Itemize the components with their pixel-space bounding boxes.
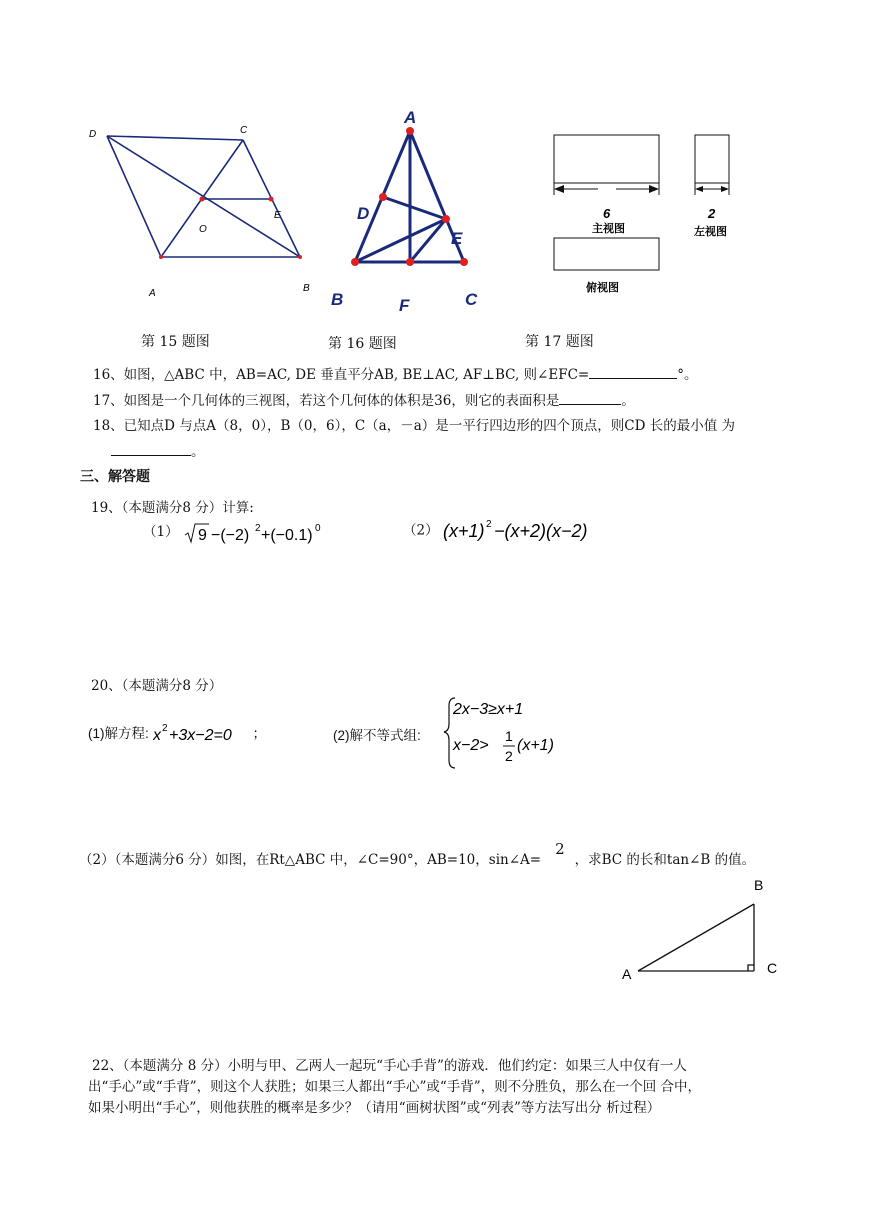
question-19-part2-label: （2） <box>403 522 439 539</box>
svg-text:2: 2 <box>485 519 492 530</box>
svg-text:2: 2 <box>254 522 261 534</box>
figure-17-caption: 第 17 题图 <box>525 334 594 350</box>
figure-16 <box>325 105 495 315</box>
point-label-d: D <box>89 129 97 140</box>
question-20-part2 <box>333 724 421 744</box>
triangle-label-b: B <box>754 877 764 893</box>
svg-text:+3x−2=0: +3x−2=0 <box>168 727 232 745</box>
question-17 <box>93 389 635 409</box>
question-18-text: 18、已知点D 与点A（8，0），B（0，6），C（a，－a）是一平行四边形的四个顶点，则CD 长的最小值 为 <box>93 418 735 434</box>
question-22-line-3: 如果小明出“手心”，则他获胜的概率是多少？（请用“画树状图”或“列表”等方法写出分 析过程） <box>88 1100 661 1116</box>
question-20-part1 <box>88 722 266 746</box>
question-16-text: 16、如图，△ABC 中，AB=AC, DE 垂直平分AB, BE⊥AC, AF⊥BC, 则∠EFC= <box>93 367 590 383</box>
side-view-width: 2 <box>708 206 716 221</box>
question-17-text: 17、如图是一个几何体的三视图，若这个几何体的体积是36，则它的表面积是 <box>93 393 560 409</box>
question-21 <box>79 840 756 868</box>
point-label-b: B <box>303 283 310 294</box>
question-19-part1-expression <box>183 521 343 545</box>
question-19-part2 <box>403 518 603 544</box>
svg-text:x: x <box>152 727 161 745</box>
question-19-header: 19、（本题满分8 分）计算: <box>91 500 254 516</box>
point-label-c: C <box>465 290 478 309</box>
question-18-line2 <box>111 440 205 460</box>
front-view-caption: 主视图 <box>592 223 625 235</box>
point-label-a: A <box>404 108 417 127</box>
point-label-e: E <box>274 210 281 221</box>
svg-text:(x+1): (x+1) <box>442 521 485 541</box>
question-16-suffix: °。 <box>677 367 698 383</box>
point-label-f: F <box>399 296 410 315</box>
question-18-suffix: 。 <box>191 444 205 460</box>
question-22-line-1: 22、（本题满分 8 分）小明与甲、乙两人一起玩“手心手背”的游戏．他们约定：如果三人中仅有一人 <box>92 1058 687 1074</box>
svg-text:−(−2): −(−2) <box>210 526 250 544</box>
top-view-caption: 俯视图 <box>586 282 619 294</box>
svg-text:9: 9 <box>197 526 207 544</box>
question-20-part1-suffix: ； <box>252 726 267 741</box>
svg-text:(x+1): (x+1) <box>517 737 554 754</box>
point-label-e: E <box>451 229 463 248</box>
svg-text:0: 0 <box>314 522 321 534</box>
question-18-answer-blank[interactable] <box>111 441 191 456</box>
svg-text:2: 2 <box>161 723 168 735</box>
figure-15 <box>80 115 320 305</box>
question-17-suffix: 。 <box>621 393 635 409</box>
question-20-inequality-system <box>443 694 583 770</box>
question-21-triangle <box>618 870 788 985</box>
front-view-width: 6 <box>603 206 611 221</box>
figure-15-caption: 第 15 题图 <box>141 334 210 350</box>
svg-text:1: 1 <box>505 728 513 744</box>
section-heading: 三、解答题 <box>80 469 150 485</box>
svg-text:2: 2 <box>505 748 513 764</box>
question-20-header: 20、（本题满分8 分） <box>91 678 223 694</box>
side-view-caption: 左视图 <box>694 226 727 238</box>
svg-text:+(−0.1): +(−0.1) <box>260 526 313 544</box>
figure-16-caption: 第 16 题图 <box>328 336 397 352</box>
figure-17 <box>548 128 748 298</box>
point-label-b: B <box>331 290 344 309</box>
point-label-c: C <box>240 125 248 136</box>
question-20-part1-label: (1)解方程: <box>88 726 149 741</box>
triangle-label-a: A <box>622 966 632 982</box>
point-label-d: D <box>357 204 370 223</box>
point-label-o: O <box>199 224 207 235</box>
question-22-line-2: 出“手心”或“手背”，则这个人获胜；如果三人都出“手心”或“手背”，则不分胜负，那么在一个回 合中， <box>88 1079 702 1095</box>
question-21-suffix: ，求BC 的长和tan∠B 的值。 <box>574 852 756 868</box>
question-19-part1 <box>143 520 343 545</box>
svg-text:2x−3≥x+1: 2x−3≥x+1 <box>453 701 524 718</box>
svg-text:x−2>: x−2> <box>453 737 489 754</box>
question-21-fraction-top: 2 <box>555 840 565 858</box>
svg-text:−(x+2)(x−2): −(x+2)(x−2) <box>493 521 588 541</box>
point-label-a: A <box>149 288 156 299</box>
question-21-text: （2）（本题满分6 分）如图，在Rt△ABC 中，∠C=90°，AB=10，sin∠A= <box>79 852 542 868</box>
triangle-label-c: C <box>767 960 778 976</box>
question-18 <box>93 414 735 434</box>
question-16-answer-blank[interactable] <box>589 364 677 379</box>
question-16 <box>93 363 697 383</box>
question-20-equation <box>153 722 253 746</box>
question-20-part2-label: (2)解不等式组: <box>333 728 421 743</box>
question-19-part1-label: （1） <box>143 524 179 540</box>
question-17-answer-blank[interactable] <box>559 390 621 405</box>
question-19-part2-expression <box>443 518 603 544</box>
